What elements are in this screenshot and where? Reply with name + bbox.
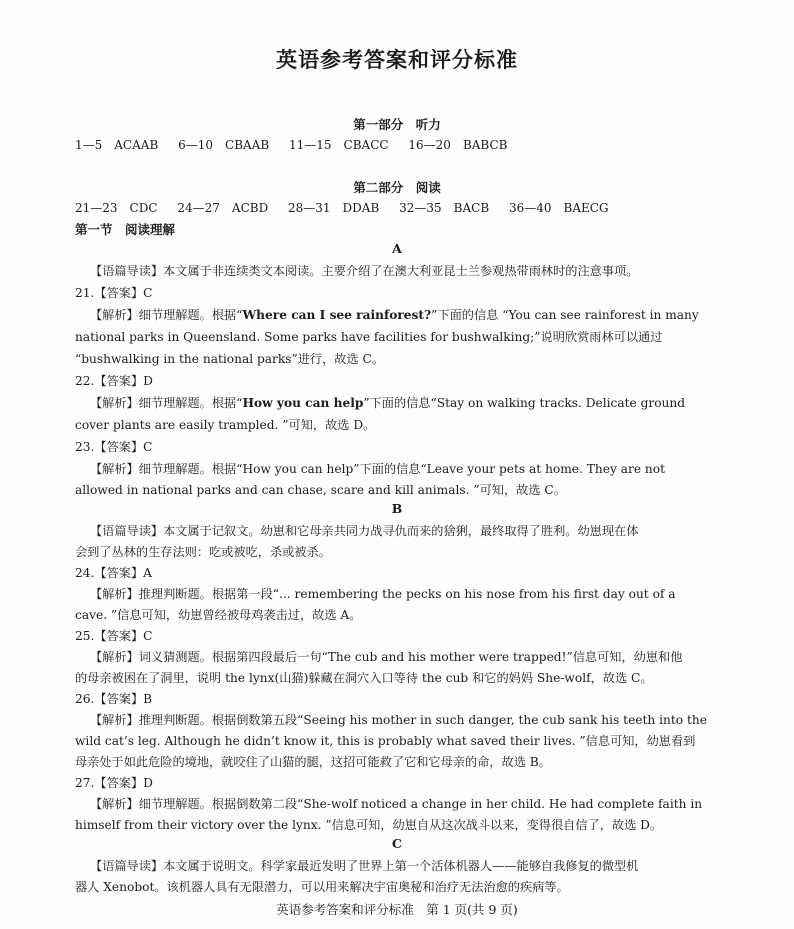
- passage-guide: 会到了丛林的生存法则：吃或被吃，杀或被杀。: [75, 545, 331, 559]
- analysis-line: 母亲处于如此危险的境地，就咬住了山猫的腿，这招可能救了它和它母亲的命，故选 B。: [75, 755, 551, 769]
- answer-group: 36—40 BAECG: [508, 201, 609, 215]
- analysis-line: cover plants are easily trampled. ”可知，故选 D。: [75, 418, 376, 432]
- answer-group: 21—23 CDC: [75, 201, 158, 215]
- part1-answers: [75, 136, 521, 153]
- answer-group: 32—35 BACB: [399, 201, 490, 215]
- answer-line: 25.【答案】C: [75, 629, 153, 643]
- passage-guide: 【语篇导读】本文属于说明文。科学家最近发明了世界上第一个活体机器人——能够自我修复的微型机: [90, 859, 639, 873]
- answer-group: 28—31 DDAB: [288, 201, 380, 215]
- answer-line: 26.【答案】B: [75, 692, 153, 706]
- analysis-line: 【解析】词义猜测题。根据第四段最后一句“The cub and his mother were trapped!”信息可知，幼崽和他: [90, 650, 683, 664]
- analysis-line: 【解析】推理判断题。根据第一段“... remembering the pecks on his nose from his first day out of a: [90, 587, 676, 601]
- passage-label-c: C: [392, 836, 402, 851]
- answer-line: 23.【答案】C: [75, 440, 153, 454]
- page-footer: 英语参考答案和评分标准 第 1 页(共 9 页): [276, 902, 518, 917]
- answer-group: 6—10 CBAAB: [178, 138, 270, 152]
- passage-label-b: B: [391, 501, 403, 516]
- passage-guide: 【语篇导读】本文属于记叙文。幼崽和它母亲共同力战寻仇而来的猞猁，最终取得了胜利。幼崽现在体: [90, 524, 639, 538]
- analysis-line: allowed in national parks and can chase, scare and kill animals. ”可知，故选 C。: [75, 483, 566, 497]
- answer-group: 11—15 CBACC: [289, 138, 389, 152]
- answer-line: 24.【答案】A: [75, 566, 152, 580]
- analysis-line: 【解析】细节理解题。根据倒数第二段“She-wolf noticed a change in her child. He had complete faith in: [90, 797, 703, 811]
- answer-line: 21.【答案】C: [75, 286, 153, 300]
- part2-heading: 第二部分 阅读: [353, 180, 441, 195]
- analysis-line: cave. ”信息可知，幼崽曾经被母鸡袭击过，故选 A。: [75, 608, 362, 622]
- passage-guide: 【语篇导读】本文属于非连续类文本阅读。主要介绍了在澳大利亚昆士兰参观热带雨林时的注意事项。: [90, 264, 639, 278]
- analysis-line: 【解析】细节理解题。根据“Where can I see rainforest?”下面的信息 “You can see rainforest in many: [90, 308, 699, 322]
- answer-group: 1—5 ACAAB: [75, 138, 159, 152]
- analysis-line: national parks in Queensland. Some parks have facilities for bushwalking;”说明欣赏雨林可以通过: [75, 330, 663, 344]
- analysis-line: 的母亲被困在了洞里，说明 the lynx(山猫)躲藏在洞穴入口等待 the cub 和它的妈妈 She-wolf，故选 C。: [75, 671, 653, 685]
- passage-label-a: A: [392, 241, 402, 256]
- answer-group: 16—20 BABCB: [408, 138, 508, 152]
- analysis-line: “bushwalking in the national parks”进行，故选 C。: [75, 352, 385, 366]
- analysis-line: 【解析】细节理解题。根据“How you can help”下面的信息“Leave your pets at home. They are not: [90, 462, 665, 476]
- analysis-line: wild cat’s leg. Although he didn’t know it, this is probably what saved their lives. ”信息可知，幼崽看到: [75, 734, 696, 748]
- answer-line: 27.【答案】D: [75, 776, 153, 790]
- answer-group: 24—27 ACBD: [177, 201, 269, 215]
- answer-line: 22.【答案】D: [75, 374, 153, 388]
- passage-guide: 器人 Xenobot。该机器人具有无限潜力，可以用来解决宇宙奥秘和治疗无法治愈的疾病等。: [75, 880, 569, 894]
- page-title: 英语参考答案和评分标准: [276, 47, 518, 72]
- section-heading: 第一节 阅读理解: [75, 222, 176, 237]
- analysis-line: 【解析】推理判断题。根据倒数第五段“Seeing his mother in such danger, the cub sank his teeth into the: [90, 713, 707, 727]
- analysis-line: 【解析】细节理解题。根据“How you can help”下面的信息“Stay on walking tracks. Delicate ground: [90, 396, 686, 410]
- part2-answers: [75, 199, 623, 216]
- analysis-line: himself from their victory over the lynx. ”信息可知，幼崽自从这次战斗以来，变得很自信了，故选 D。: [75, 818, 663, 832]
- part1-heading: 第一部分 听力: [353, 117, 441, 132]
